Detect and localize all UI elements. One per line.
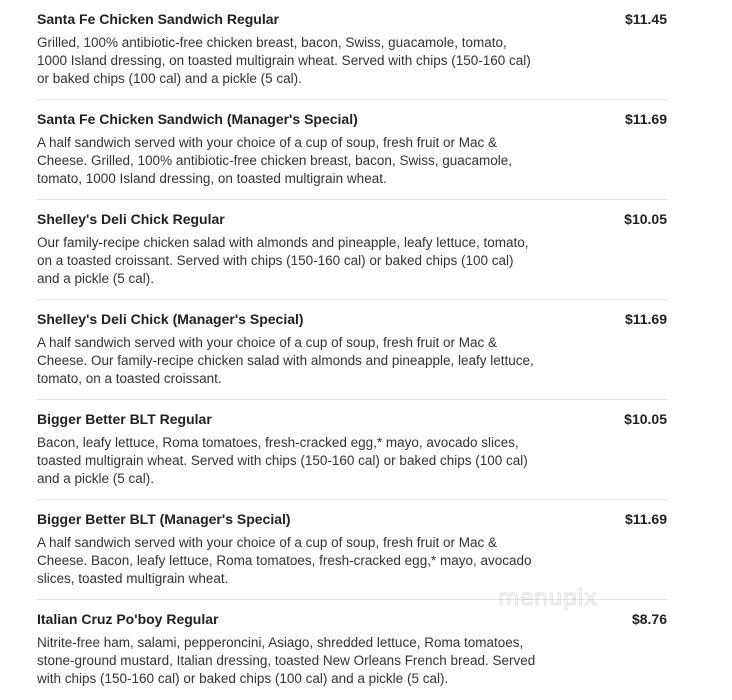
menu-item	[37, 0, 667, 100]
item-price: $11.69	[624, 511, 667, 527]
menu-list	[37, 0, 667, 700]
item-description: A half sandwich served with your choice of a cup of soup, fresh fruit or Mac & Cheese. Our family-recipe chicken salad with almonds and pineapple, leafy lettuce, tomato, on a toasted croissant.	[37, 335, 534, 386]
item-name: Shelley's Deli Chick (Manager's Special)	[37, 311, 304, 327]
menu-item	[37, 200, 667, 300]
item-price: $10.05	[624, 211, 667, 227]
menu-item	[37, 400, 667, 500]
item-name: Bigger Better BLT (Manager's Special)	[37, 511, 291, 527]
item-description: Bacon, leafy lettuce, Roma tomatoes, fresh-cracked egg,* mayo, avocado slices, toasted multigrain wheat. Served with chips (150-160 cal) or baked chips (100 cal) and a pickle (5 cal).	[37, 435, 528, 486]
item-description: Nitrite-free ham, salami, pepperoncini, Asiago, shredded lettuce, Roma tomatoes, stone-ground mustard, Italian dressing, toasted New Orleans French bread. Served with chips (150-160 cal) or baked chips (100 cal) and a pickle (5 cal).	[37, 635, 536, 686]
watermark: menupix	[498, 586, 598, 611]
item-price: $11.45	[624, 11, 667, 27]
menu-item	[37, 600, 667, 700]
item-price: $8.76	[631, 611, 667, 627]
menu-item	[37, 300, 667, 400]
menu-item	[37, 500, 667, 600]
item-name: Santa Fe Chicken Sandwich Regular	[37, 11, 279, 27]
item-name: Bigger Better BLT Regular	[37, 411, 212, 427]
menu-item	[37, 100, 667, 200]
item-name: Italian Cruz Po'boy Regular	[37, 611, 219, 627]
item-price: $11.69	[624, 111, 667, 127]
item-description: A half sandwich served with your choice of a cup of soup, fresh fruit or Mac & Cheese. Bacon, leafy lettuce, Roma tomatoes, fresh-cracked egg,* mayo, avocado slices, toasted multigrain wheat.	[37, 535, 532, 586]
item-name: Shelley's Deli Chick Regular	[37, 211, 225, 227]
item-description: Grilled, 100% antibiotic-free chicken breast, bacon, Swiss, guacamole, tomato, 1000 Island dressing, on toasted multigrain wheat. Served with chips (150-160 cal) or baked chips (100 cal) and a pickle (5 cal).	[37, 35, 531, 86]
item-name: Santa Fe Chicken Sandwich (Manager's Special)	[37, 111, 358, 127]
item-description: Our family-recipe chicken salad with almonds and pineapple, leafy lettuce, tomato, on a toasted croissant. Served with chips (150-160 cal) or baked chips (100 cal) and a pickle (5 cal).	[37, 235, 529, 286]
item-price: $11.69	[624, 311, 667, 327]
item-description: A half sandwich served with your choice of a cup of soup, fresh fruit or Mac & Cheese. Grilled, 100% antibiotic-free chicken breast, bacon, Swiss, guacamole, tomato, 1000 Island dressing, on toasted multigrain wheat.	[37, 135, 512, 186]
item-price: $10.05	[624, 411, 667, 427]
